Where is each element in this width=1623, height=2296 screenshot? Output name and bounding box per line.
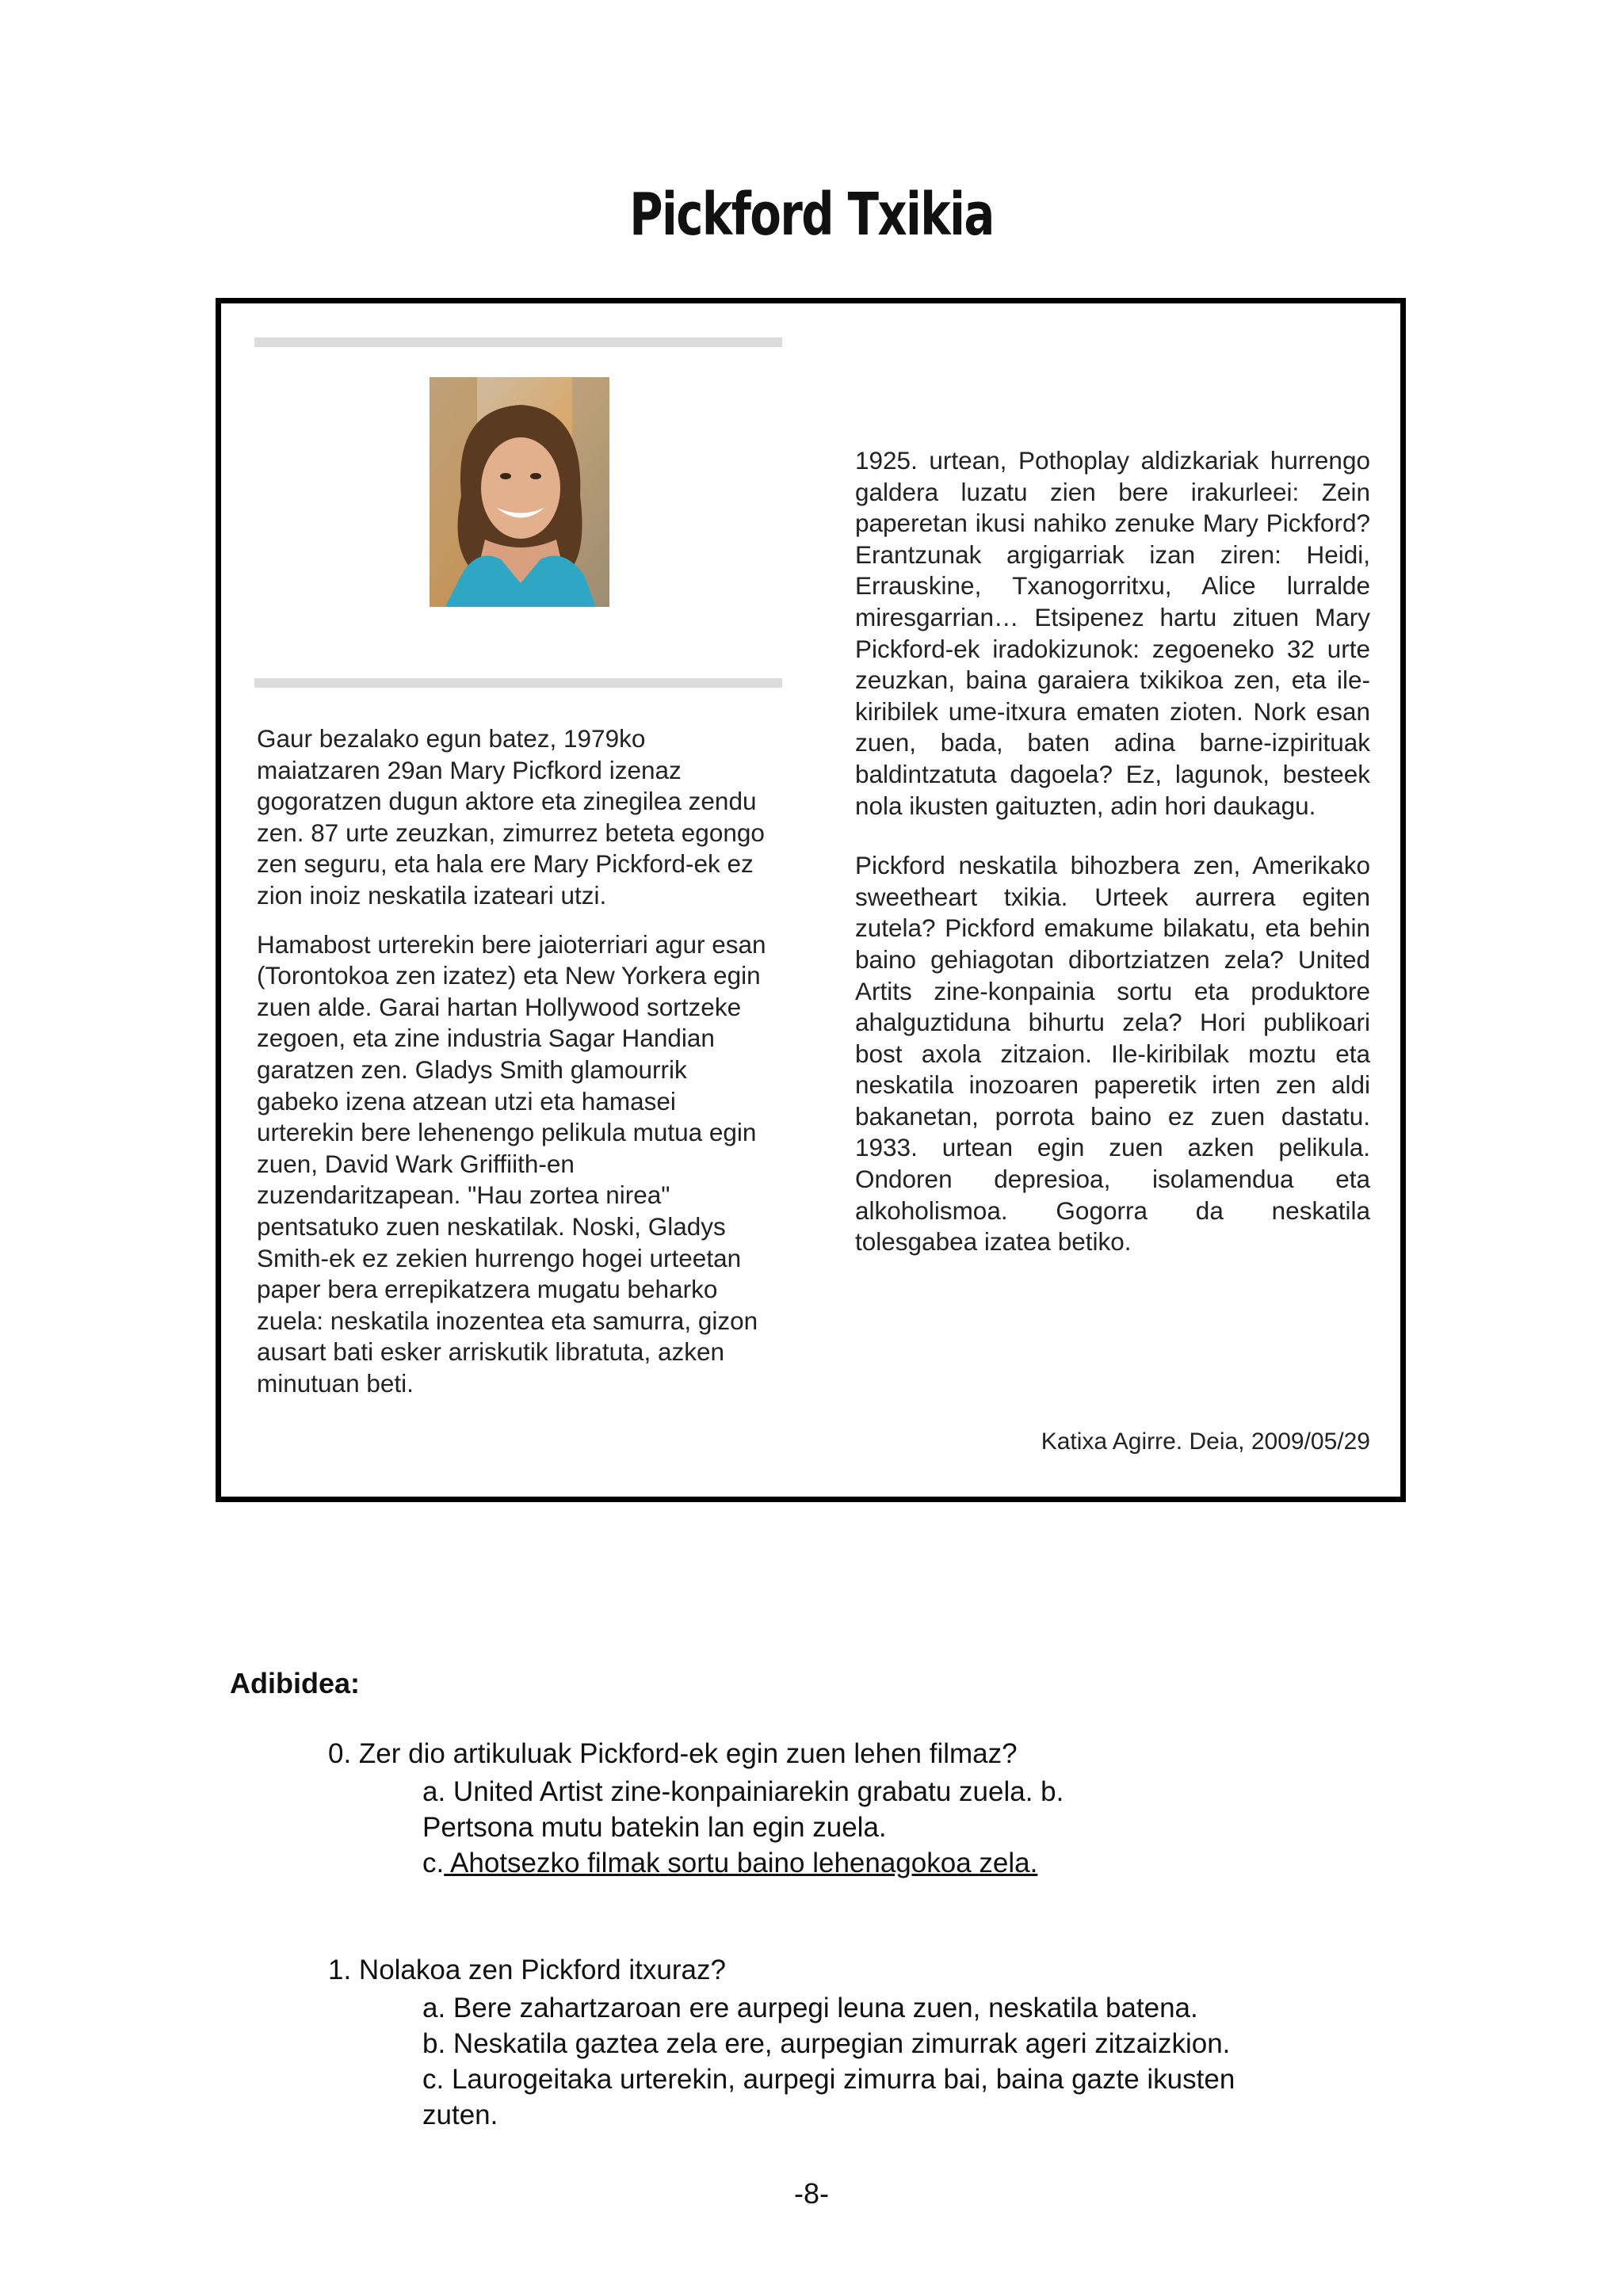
- article-paragraph: 1925. urtean, Pothoplay aldizkariak hurrengo galdera luzatu zien bere irakurleei: Zein paperetan ikusi nahiko zenuke Mary Pickford? Erantzunak argigarriak izan ziren: Heidi, Errauskine, Txanogorritxu, Alice lurralde miresgarrian… Etsipenez hartu zituen Mary Pickford-ek iradokizunok: zegoeneko 32 urte zeuzkan, baina garaiera txikikoa zen, eta ile-kiribilek ume-itxura ematen zioten. Nork esan zuen, bada, baten adina barne-izpirituak baldintzatuta dagoela? Ez, lagunok, besteek nola ikusten gaituzten, adin hori daukagu.: [855, 446, 1370, 820]
- article-paragraph: Hamabost urterekin bere jaioterriari agur esan (Torontokoa zen izatez) eta New Yorkera egin zuen alde. Garai hartan Hollywood sortzeke zegoen, eta zine industria Sagar Handian garatzen zen. Gladys Smith glamourrik gabeko izena atzean utzi eta hamasei urterekin bere lehenengo pelikula mutua egin zuen, David Wark Griffiith-en zuzendaritzapean. "Hau zortea nirea" pentsatuko zuen neskatilak. Noski, Gladys Smith-ek ez zekien hurrengo hogei urteetan paper bera errepikatzera mugatu beharko zuela: neskatila inozentea eta samurra, gizon ausart bati esker arriskutik libratuta, azken minutuan beti.: [257, 929, 766, 1398]
- option-letter: c.: [422, 1848, 445, 1878]
- article-left-column: [257, 723, 769, 1417]
- article-source: Katixa Agirre. Deia, 2009/05/29: [1041, 1428, 1370, 1455]
- question-1: 1. Nolakoa zen Pickford itxuraz?: [328, 1955, 726, 1985]
- question-0: 0. Zer dio artikuluak Pickford-ek egin zuen lehen filmaz?: [328, 1738, 1018, 1769]
- correct-answer: Ahotsezko filmak sortu baino lehenagokoa zela.: [444, 1848, 1038, 1878]
- question-1-option-b: b. Neskatila gaztea zela ere, aurpegian zimurrak ageri zitzaizkion.: [422, 2028, 1231, 2059]
- question-1-option-c: c. Laurogeitaka urterekin, aurpegi zimurra bai, baina gazte ikusten zuten.: [422, 2064, 1235, 2130]
- portrait-photo: [430, 377, 609, 607]
- question-0-option-c: [422, 1845, 1310, 1881]
- question-1-option-a: a. Bere zahartzaroan ere aurpegi leuna zuen, neskatila batena.: [422, 1993, 1198, 2023]
- question-0-option-b: Pertsona mutu batekin lan egin zuela.: [422, 1812, 887, 1843]
- article-paragraph: Pickford neskatila bihozbera zen, Amerikako sweetheart txikia. Urteek aurrera egiten zutela? Pickford emakume bilakatu, eta behin baino gehiagotan dibortziatzen zela? United Artits zine-konpainia sortu eta produktore ahalguztiduna bihurtu zela? Hori publikoari bost axola zitzaion. Ile-kiribilak moztu eta neskatila inozoaren paperetik irten zen aldi bakanetan, porrota baino ez zuen dastatu. 1933. urtean egin zuen azken pelikula. Ondoren depresioa, isolamendua eta alkoholismoa. Gogorra da neskatila tolesgabea izatea betiko.: [855, 851, 1370, 1257]
- bottom-divider: [254, 678, 782, 688]
- article-box: [216, 298, 1406, 1502]
- page-number: -8-: [794, 2177, 829, 2210]
- question-0-option-a: a. United Artist zine-konpainiarekin grabatu zuela. b.: [422, 1776, 1064, 1807]
- article-right-column: [855, 445, 1370, 1276]
- example-label: Adibidea:: [230, 1667, 361, 1699]
- page-title: Pickford Txikia: [629, 181, 994, 249]
- article-paragraph: Gaur bezalako egun batez, 1979ko maiatzaren 29an Mary Picfkord izenaz gogoratzen dugun aktore eta zinegilea zendu zen. 87 urte zeuzkan, zimurrez beteta egongo zen seguru, eta hala ere Mary Pickford-ek ez zion inoiz neskatila izateari utzi.: [257, 724, 765, 910]
- top-divider: [254, 338, 782, 347]
- portrait-image: [430, 377, 609, 607]
